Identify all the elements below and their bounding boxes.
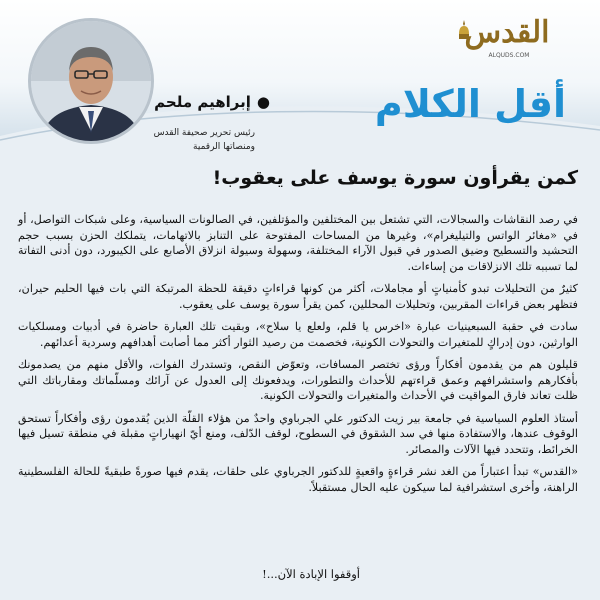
- logo-url: ALQUDS.COM: [488, 52, 530, 59]
- article-headline: كمن يقرأون سورة يوسف على يعقوب!: [212, 167, 578, 189]
- logo-wordmark: القدس: [464, 15, 550, 50]
- article-closing: أوقفوا الإبادة الآن...!: [262, 567, 360, 581]
- person-portrait-icon: [31, 21, 151, 141]
- article-paragraph: قليلون هم من يقدمون أفكاراً ورؤى تختصر المسافات، وتعوّض النقص، وتستدرك الفوات، والأقل منهم من يصدمونك بأفكارهم واستشرافهم وعمق قراءتهم للأحداث والتطورات، ويدفعونك إلى العدول عن آرائك ومسلّماتك ومقارباتك التي ظلت تعاند فارق المواقيت في الأحداث والمتغيرات والتحولات الكونية.: [18, 358, 578, 402]
- author-role-line1: رئيس تحرير صحيفة القدس: [153, 128, 255, 138]
- article-body: [18, 212, 578, 502]
- bullet-icon: ●: [256, 93, 270, 111]
- author-role: [135, 126, 255, 154]
- article-paragraph: سادت في حقبة السبعينيات عبارة «اخرس يا قلم، ولعلع يا سلاح»، وبقيت تلك العبارة حاضرة في أدبيات ومسلكيات الوارثين، دون إدراكٍ للمتغيرات والتحولات الكونية، فخصمت من رصيد الثوار أكثر مما أصابت أهدافهم وسردية أعدائهم.: [18, 320, 578, 349]
- article-paragraph: أستاذ العلوم السياسية في جامعة بير زيت الدكتور علي الجرباوي واحدٌ من هؤلاء القلّة الذين يُقدمون رؤى وأفكاراً تستحق الوقوف عندها، والاستفادة منها في سد الشقوق في السطوح، لوقف الدّلف، ومنع أيّ انهياراتٍ مقبلة في منطقة تسيل فيها الخرائط، وتتحدد فيها الآلات والمصائر.: [18, 411, 578, 456]
- column-title: أقل الكلام: [374, 82, 566, 126]
- author-role-line2: ومنصاتها الرقمية: [193, 142, 255, 152]
- article-paragraph: كثيرٌ من التحليلات تبدو كأمنياتٍ أو مجاملات، أكثر من كونها قراءاتٍ دقيقة للحظة المرتبكة التي بات فيها الحليم حيران، فتظهر بعض قراءات المقربين، وتحليلات المحللين، كمن يقرأ سورة يوسف على يعقوب.: [18, 282, 578, 311]
- author-name-text: إبراهيم ملحم: [154, 93, 251, 111]
- author-name: [154, 92, 270, 112]
- newspaper-logo: [452, 14, 562, 60]
- author-photo: [28, 18, 154, 144]
- article-paragraph: في رصد النقاشات والسجالات، التي تشتعل بين المختلفين والمؤتلفين، في الصالونات السياسية، وعلى شبكات التواصل، أو في «مغائر الواتس والتيليغرام»، وغيرها من المساحات المفتوحة على التنابز بالاتهامات، يتملكك الحزن بسبب حجم التحشيد والتسطيح وضيق الصدور في قبول الآراء المختلفة، وسهولة وسيولة انزلاق الأصابع على الكيبورد، دون أدنى التفاتة لما تسببه تلك الانزلاقات من إساءات.: [18, 213, 578, 273]
- article-paragraph: «القدس» تبدأ اعتباراً من الغد نشر قراءةٍ واقعيةٍ للدكتور الجرباوي على حلقات، يقدم فيها صورةً طبقيةً للحالة الفلسطينية الراهنة، وأخرى استشرافية لما سيكون عليه الحال مستقبلاً.: [18, 465, 578, 494]
